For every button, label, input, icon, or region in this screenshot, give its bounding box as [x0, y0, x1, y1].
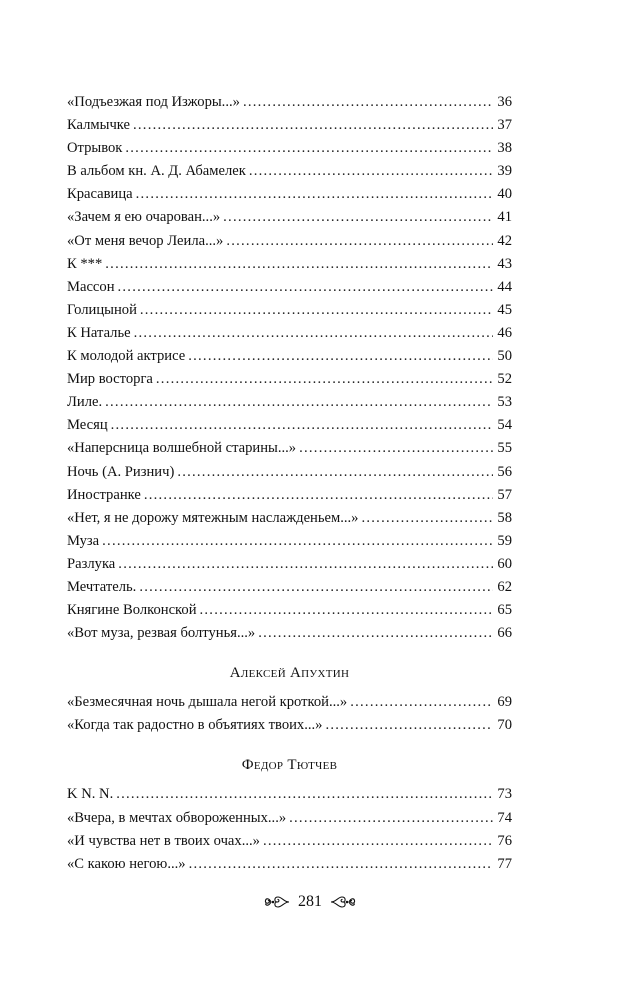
- dot-leader: [223, 209, 493, 226]
- toc-entry: [67, 348, 512, 371]
- toc-entry-title: «От меня вечор Леила...»: [67, 232, 224, 249]
- toc-entry: [67, 856, 512, 879]
- toc-entry-page: 74: [497, 809, 512, 826]
- dot-leader: [177, 464, 493, 481]
- toc-entry-page: 45: [497, 301, 512, 318]
- toc-entry-page: 52: [497, 371, 512, 388]
- dot-leader: [263, 833, 493, 850]
- toc-entry-title: «И чувства нет в твоих очах...»: [67, 832, 260, 849]
- dot-leader: [200, 602, 494, 619]
- dot-leader: [102, 533, 493, 550]
- toc-entry-page: 43: [497, 255, 512, 272]
- toc-section: [67, 757, 512, 878]
- toc-entry-page: 50: [497, 348, 512, 365]
- dot-leader: [140, 302, 493, 319]
- dot-leader: [243, 94, 493, 111]
- toc-entry: [67, 186, 512, 209]
- toc-entry-page: 57: [497, 486, 512, 503]
- toc-entry-title: К молодой актрисе: [67, 348, 186, 365]
- dot-leader: [258, 625, 493, 642]
- toc-entry: [67, 694, 512, 717]
- toc-entry-page: 38: [497, 140, 512, 157]
- toc-entry: [67, 394, 512, 417]
- dot-leader: [361, 510, 493, 527]
- toc-entry: [67, 464, 512, 487]
- toc-entry-page: 46: [497, 324, 512, 341]
- dot-leader: [125, 140, 493, 157]
- toc-entry: [67, 487, 512, 510]
- toc-entry-page: 58: [497, 509, 512, 526]
- toc-entry-title: «Безмесячная ночь дышала негой кроткой...»: [67, 694, 348, 711]
- toc-entry-title: K N. N.: [67, 786, 114, 803]
- dot-leader: [105, 256, 493, 273]
- toc-entry-title: Калмычке: [67, 117, 131, 134]
- toc-entry-page: 53: [497, 394, 512, 411]
- dot-leader: [350, 694, 493, 711]
- toc-entry: [67, 94, 512, 117]
- floral-ornament-icon: [330, 894, 356, 910]
- dot-leader: [133, 117, 493, 134]
- dot-leader: [156, 371, 493, 388]
- toc-section: [67, 94, 512, 648]
- toc-entry-page: 62: [497, 578, 512, 595]
- toc-entry-page: 77: [497, 855, 512, 872]
- toc-entry: [67, 786, 512, 809]
- table-of-contents: [67, 94, 512, 879]
- toc-entry: [67, 602, 512, 625]
- toc-entry-page: 66: [497, 625, 512, 642]
- toc-entry: [67, 325, 512, 348]
- toc-entry: [67, 163, 512, 186]
- toc-entry: [67, 579, 512, 602]
- dot-leader: [144, 487, 493, 504]
- toc-entry-title: «С какою негою...»: [67, 855, 186, 872]
- toc-entry: [67, 256, 512, 279]
- toc-entry-page: 70: [497, 717, 512, 734]
- dot-leader: [299, 440, 493, 457]
- toc-entry: [67, 233, 512, 256]
- dot-leader: [189, 856, 493, 873]
- toc-entry-title: «Наперсница волшебной старины...»: [67, 440, 297, 457]
- toc-entry-title: Массон: [67, 278, 115, 295]
- toc-entry-page: 69: [497, 694, 512, 711]
- toc-entry-page: 36: [497, 94, 512, 110]
- toc-entry-title: «Когда так радостно в объятиях твоих...»: [67, 717, 323, 734]
- toc-entry-title: Месяц: [67, 417, 108, 434]
- toc-entry-page: 73: [497, 786, 512, 803]
- toc-entry-title: Мир восторга: [67, 371, 153, 388]
- dot-leader: [111, 417, 493, 434]
- toc-entry-title: К Наталье: [67, 324, 131, 341]
- toc-entry-title: Разлука: [67, 555, 116, 572]
- page-number: 281: [298, 893, 322, 910]
- toc-entry: [67, 417, 512, 440]
- toc-entry: [67, 533, 512, 556]
- toc-entry-title: Голицыной: [67, 301, 137, 318]
- dot-leader: [139, 579, 493, 596]
- dot-leader: [136, 186, 493, 203]
- author-heading: Алексей Апухтин: [229, 665, 350, 682]
- page-footer: [0, 893, 620, 911]
- toc-entry-page: 60: [497, 555, 512, 572]
- toc-entry: [67, 209, 512, 232]
- dot-leader: [325, 717, 493, 734]
- toc-entry-title: «Нет, я не дорожу мятежным наслажденьем...»: [67, 509, 359, 526]
- toc-entry-title: Муза: [67, 532, 100, 549]
- toc-entry: [67, 510, 512, 533]
- toc-entry-title: «Вчера, в мечтах обвороженных...»: [67, 809, 287, 826]
- toc-entry-title: Ночь (А. Ризнич): [67, 463, 175, 480]
- dot-leader: [134, 325, 493, 342]
- toc-entry: [67, 556, 512, 579]
- toc-entry-page: 59: [497, 532, 512, 549]
- dot-leader: [116, 786, 493, 803]
- toc-entry-page: 44: [497, 278, 512, 295]
- toc-entry: [67, 833, 512, 856]
- toc-section: [67, 665, 512, 740]
- toc-entry-page: 41: [497, 209, 512, 226]
- toc-entry: [67, 625, 512, 648]
- dot-leader: [188, 348, 493, 365]
- floral-ornament-icon: [264, 894, 290, 910]
- toc-entry-page: 40: [497, 186, 512, 203]
- toc-entry-title: «Зачем я ею очарован...»: [67, 209, 221, 226]
- toc-entry-page: 39: [497, 163, 512, 180]
- dot-leader: [105, 394, 493, 411]
- toc-entry-page: 65: [497, 602, 512, 619]
- toc-entry: [67, 140, 512, 163]
- toc-entry: [67, 302, 512, 325]
- toc-entry-page: 55: [497, 440, 512, 457]
- toc-entry: [67, 117, 512, 140]
- toc-entry-title: Княгине Волконской: [67, 602, 197, 619]
- toc-entry: [67, 440, 512, 463]
- toc-entry: [67, 279, 512, 302]
- toc-entry-title: Отрывок: [67, 140, 123, 157]
- toc-entry: [67, 810, 512, 833]
- toc-entry: [67, 717, 512, 740]
- toc-entry-page: 42: [497, 232, 512, 249]
- toc-entry-title: К ***: [67, 255, 103, 272]
- dot-leader: [249, 163, 493, 180]
- toc-entry-title: В альбом кн. А. Д. Абамелек: [67, 163, 246, 180]
- dot-leader: [118, 556, 493, 573]
- toc-entry-title: Мечтатель.: [67, 578, 137, 595]
- toc-entry-title: «Подъезжая под Изжоры...»: [67, 94, 240, 110]
- toc-entry-title: Красавица: [67, 186, 133, 203]
- dot-leader: [226, 233, 493, 250]
- toc-entry-page: 76: [497, 832, 512, 849]
- toc-entry-page: 54: [497, 417, 512, 434]
- toc-entry-title: «Вот муза, резвая болтунья...»: [67, 625, 256, 642]
- toc-entry-title: Лиле.: [67, 394, 103, 411]
- toc-entry-title: Иностранке: [67, 486, 141, 503]
- author-heading: Федор Тютчев: [241, 757, 338, 774]
- toc-entry: [67, 371, 512, 394]
- toc-entry-page: 37: [497, 117, 512, 134]
- dot-leader: [289, 810, 493, 827]
- dot-leader: [118, 279, 493, 296]
- toc-entry-page: 56: [497, 463, 512, 480]
